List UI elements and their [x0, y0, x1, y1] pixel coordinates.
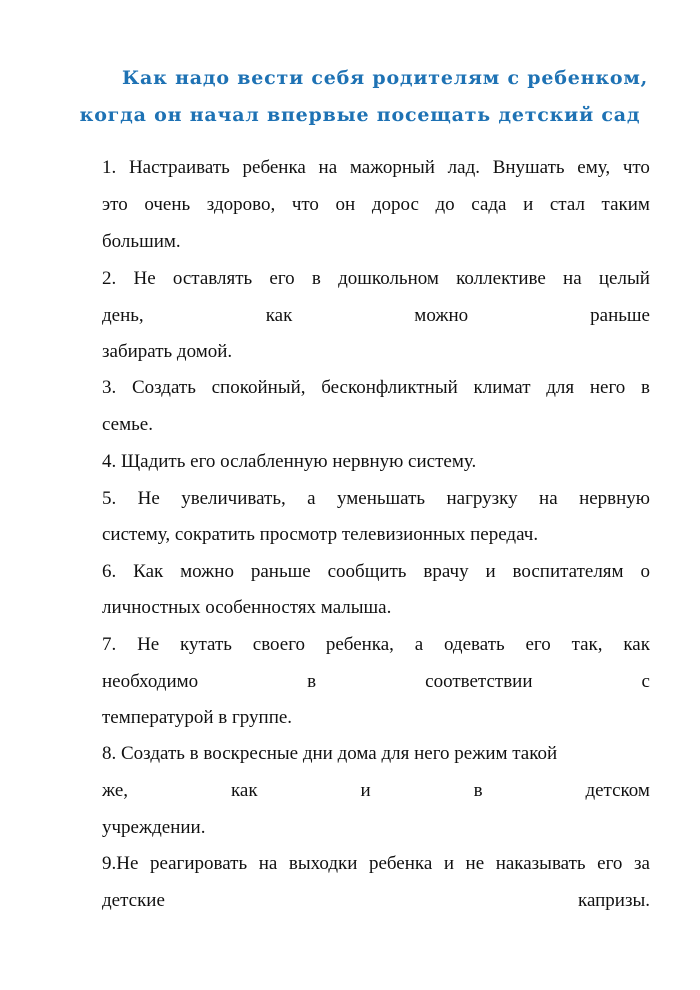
word: день, [102, 305, 144, 326]
word: и [485, 561, 496, 582]
word: так, [571, 634, 603, 655]
word: дорос [371, 194, 419, 215]
word: коллективе [456, 268, 546, 289]
word: бесконфликтный [321, 377, 458, 398]
item-3-line-2: семье. [102, 414, 153, 435]
word: Внушать [492, 157, 565, 178]
word: и [360, 780, 371, 801]
word: своего [252, 634, 306, 655]
word: можно [414, 305, 469, 326]
document-title-line-1: Как надо вести себя родителям с ребенком, [121, 67, 649, 89]
word: что [291, 194, 319, 215]
word: Не [133, 268, 156, 289]
word: 2. [102, 268, 117, 289]
item-5-line-2: систему, сократить просмотр телевизионных передач. [102, 524, 539, 545]
item-7-line-1 [102, 632, 650, 658]
word: 1. [102, 157, 117, 178]
word: одевать [443, 634, 505, 655]
word: с [641, 671, 650, 692]
word: необходимо [102, 671, 199, 692]
word: мажорный [349, 157, 435, 178]
word: увеличивать, [181, 488, 286, 509]
word: ребенка [242, 157, 306, 178]
item-9-line-1 [102, 851, 650, 877]
word: детском [585, 780, 650, 801]
item-8-line-3: учреждении. [102, 817, 206, 838]
document-title-line-2: когда он начал впервые посещать детский сад [79, 104, 641, 126]
word: дошкольном [338, 268, 439, 289]
word: целый [598, 268, 650, 289]
word: очень [144, 194, 191, 215]
item-2-line-3: забирать домой. [102, 341, 233, 362]
word: спокойный, [211, 377, 306, 398]
word: в [641, 377, 650, 398]
word: 5. [102, 488, 117, 509]
word: а [307, 488, 316, 509]
word: не [465, 853, 485, 874]
item-9-line-2 [102, 888, 650, 914]
word: на [563, 268, 582, 289]
word: здорово, [206, 194, 276, 215]
item-4-line-1: 4. Щадить его ослабленную нервную систему. [102, 451, 477, 472]
item-8-line-2 [102, 778, 650, 804]
word: и [523, 194, 534, 215]
item-2-line-1 [102, 266, 650, 292]
word: это [102, 194, 128, 215]
item-5-line-1 [102, 486, 650, 512]
word: оставлять [172, 268, 253, 289]
word: для [546, 377, 575, 398]
item-3-line-1 [102, 375, 650, 401]
word: на [318, 157, 338, 178]
word: лад. [447, 157, 480, 178]
item-1-line-2 [102, 192, 650, 218]
word: стал [549, 194, 585, 215]
word: 3. [102, 377, 117, 398]
word: за [633, 853, 650, 874]
word: Не [137, 488, 160, 509]
word: сообщить [327, 561, 407, 582]
word: врачу [423, 561, 469, 582]
word: в [311, 268, 321, 289]
word: нервную [579, 488, 650, 509]
word: него [589, 377, 626, 398]
word: наказывать [495, 853, 586, 874]
item-1-line-1 [102, 155, 650, 181]
word: его [525, 634, 551, 655]
word: климат [473, 377, 531, 398]
word: 7. [102, 634, 117, 655]
word: сада [471, 194, 507, 215]
word: соответствии [425, 671, 533, 692]
word: на [539, 488, 558, 509]
item-7-line-3: температурой в группе. [102, 707, 293, 728]
word: воспитателям [512, 561, 624, 582]
item-2-line-2 [102, 303, 650, 329]
item-1-line-3: большим. [102, 231, 181, 252]
word: кутать [180, 634, 232, 655]
word: о [640, 561, 650, 582]
word: таким [601, 194, 650, 215]
word: до [435, 194, 455, 215]
word: реагировать [149, 853, 248, 874]
word: Не [137, 634, 160, 655]
word: ему, [577, 157, 611, 178]
word: а [414, 634, 424, 655]
word: ребенка [368, 853, 433, 874]
word: нагрузку [446, 488, 518, 509]
item-6-line-1 [102, 559, 650, 585]
word: выходки [288, 853, 358, 874]
word: как [230, 780, 258, 801]
word: уменьшать [337, 488, 426, 509]
word: можно [180, 561, 234, 582]
word: Создать [131, 377, 196, 398]
word: капризы. [578, 890, 650, 911]
word: же, [102, 780, 129, 801]
word: его [597, 853, 623, 874]
word: 6. [102, 561, 117, 582]
word: раньше [590, 305, 650, 326]
word: что [622, 157, 650, 178]
word: он [335, 194, 356, 215]
item-8-line-1: 8. Создать в воскресные дни дома для него режим такой [102, 743, 558, 764]
word: ребенка, [325, 634, 394, 655]
item-6-line-2: личностных особенностях малыша. [102, 597, 392, 618]
word: 9.Не [102, 853, 139, 874]
word: детские [102, 890, 165, 911]
word: в [473, 780, 483, 801]
word: его [269, 268, 295, 289]
item-7-line-2 [102, 669, 650, 695]
word: в [307, 671, 317, 692]
word: и [443, 853, 454, 874]
word: как [623, 634, 650, 655]
word: на [258, 853, 278, 874]
word: Настраивать [128, 157, 230, 178]
word: как [265, 305, 293, 326]
word: раньше [250, 561, 311, 582]
word: Как [133, 561, 164, 582]
